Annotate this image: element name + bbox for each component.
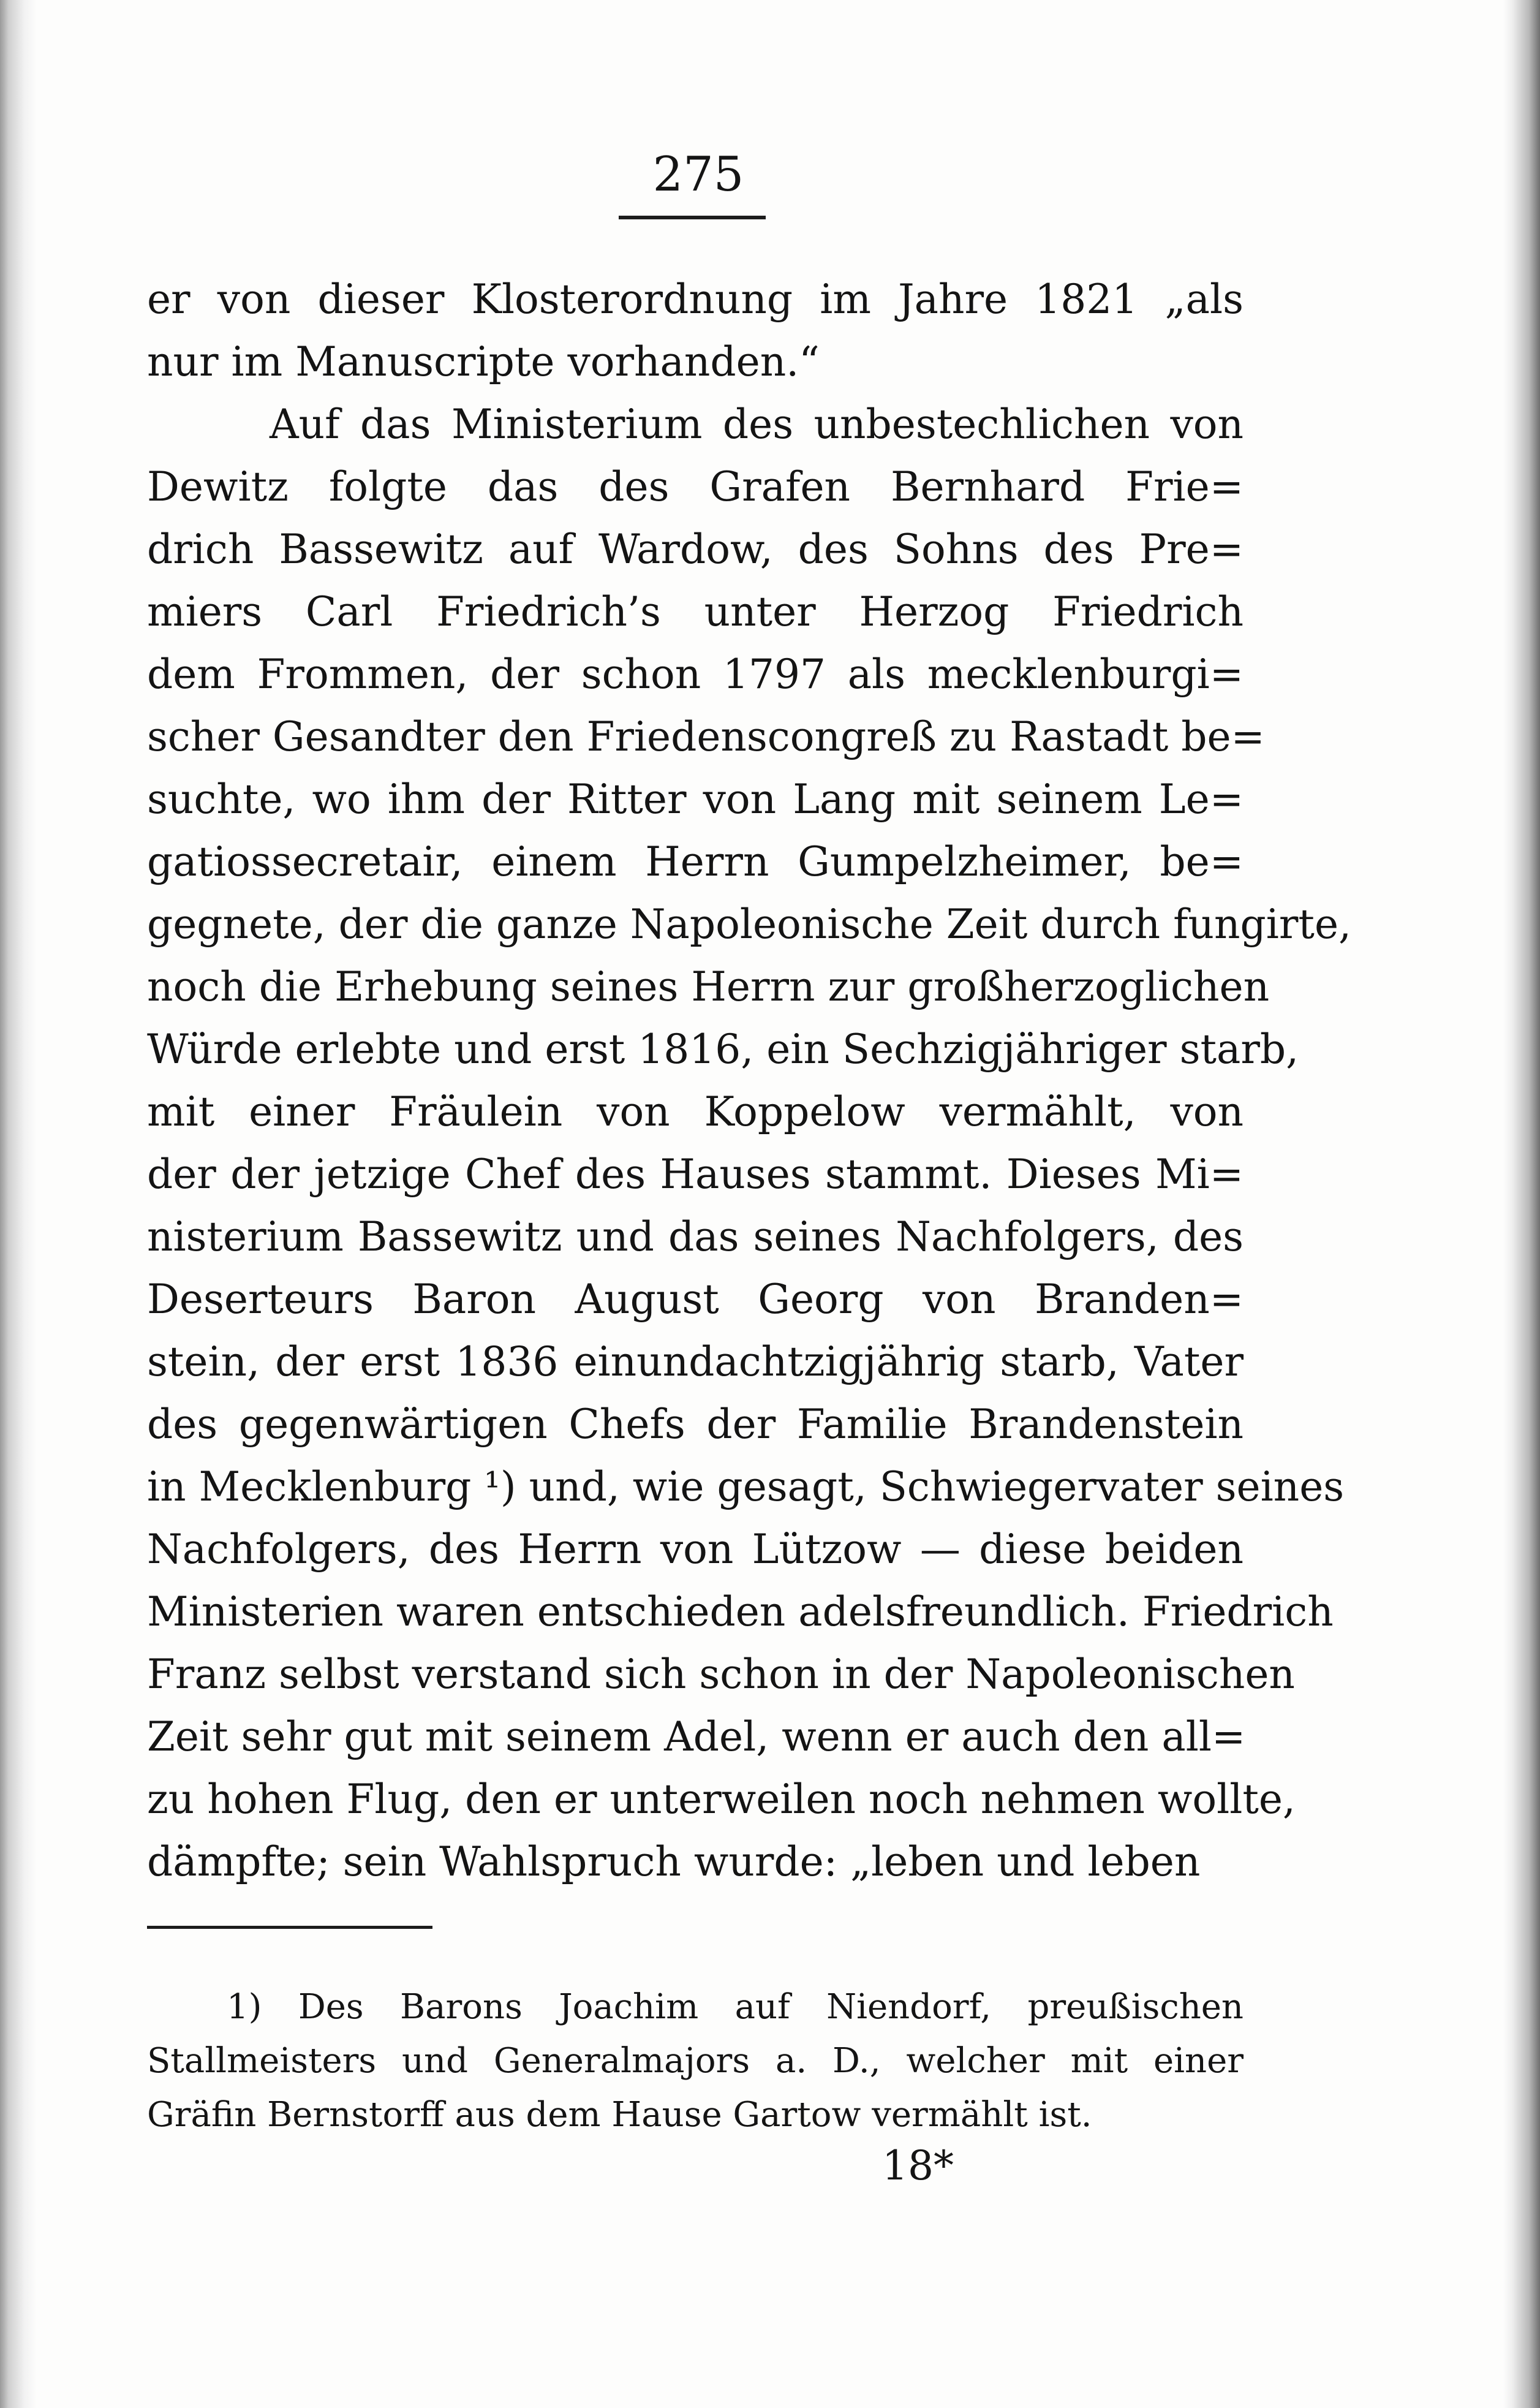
text-line: dem Frommen, der schon 1797 als mecklenburgi= [147,651,1244,698]
printer-signature-mark: 18* [882,2142,954,2189]
text-line: noch die Erhebung seines Herrn zur großherzoglichen [147,963,1270,1010]
text-line: zu hohen Flug, den er unterweilen noch nehmen wollte, [147,1776,1296,1823]
text-line: gatiossecretair, einem Herrn Gumpelzheimer, be= [147,838,1244,885]
text-line: nisterium Bassewitz und das seines Nachfolgers, des [147,1213,1244,1260]
text-line: stein, der erst 1836 einundachtzigjährig starb, Vater [147,1338,1244,1385]
footnote-line: Stallmeisters und Generalmajors a. D., welcher mit einer [147,2041,1244,2081]
page-edge-right [1503,0,1540,2408]
text-line: Nachfolgers, des Herrn von Lützow — diese beiden [147,1526,1244,1573]
text-line: der der jetzige Chef des Hauses stammt. Dieses Mi= [147,1151,1244,1198]
text-line: miers Carl Friedrich’s unter Herzog Friedrich [147,588,1244,635]
footnote [147,1980,1244,2142]
text-line: Zeit sehr gut mit seinem Adel, wenn er auch den all= [147,1713,1246,1760]
text-line: er von dieser Klosterordnung im Jahre 1821 „als [147,276,1244,323]
text-line: Ministerien waren entschieden adelsfreundlich. Friedrich [147,1588,1334,1635]
text-line: gegnete, der die ganze Napoleonische Zeit durch fungirte, [147,901,1351,948]
text-line: scher Gesandter den Friedenscongreß zu Rastadt be= [147,713,1265,760]
footnote-line: Gräfin Bernstorff aus dem Hause Gartow vermählt ist. [147,2095,1092,2135]
body-text [147,268,1351,1893]
text-line: suchte, wo ihm der Ritter von Lang mit seinem Le= [147,776,1244,823]
text-line: drich Bassewitz auf Wardow, des Sohns des Pre= [147,526,1244,573]
text-line: in Mecklenburg ¹) und, wie gesagt, Schwiegervater seines [147,1463,1345,1510]
text-line: des gegenwärtigen Chefs der Familie Brandenstein [147,1401,1244,1448]
text-line: Deserteurs Baron August Georg von Branden= [147,1276,1244,1323]
page-number-underline [619,216,766,219]
text-line: nur im Manuscripte vorhanden.“ [147,338,820,385]
text-line: mit einer Fräulein von Koppelow vermählt, von [147,1088,1244,1135]
text-line: Würde erlebte und erst 1816, ein Sechzigjähriger starb, [147,1026,1299,1073]
footnote-separator [147,1926,432,1929]
footnote-line: 1) Des Barons Joachim auf Niendorf, preußischen [227,1987,1244,2027]
text-line: dämpfte; sein Wahlspruch wurde: „leben und leben [147,1838,1201,1885]
text-line: Auf das Ministerium des unbestechlichen von [270,401,1244,448]
page-number: 275 [652,147,744,202]
page-edge-left [0,0,37,2408]
text-line: Franz selbst verstand sich schon in der Napoleonischen [147,1651,1295,1698]
text-line: Dewitz folgte das des Grafen Bernhard Frie= [147,463,1244,510]
